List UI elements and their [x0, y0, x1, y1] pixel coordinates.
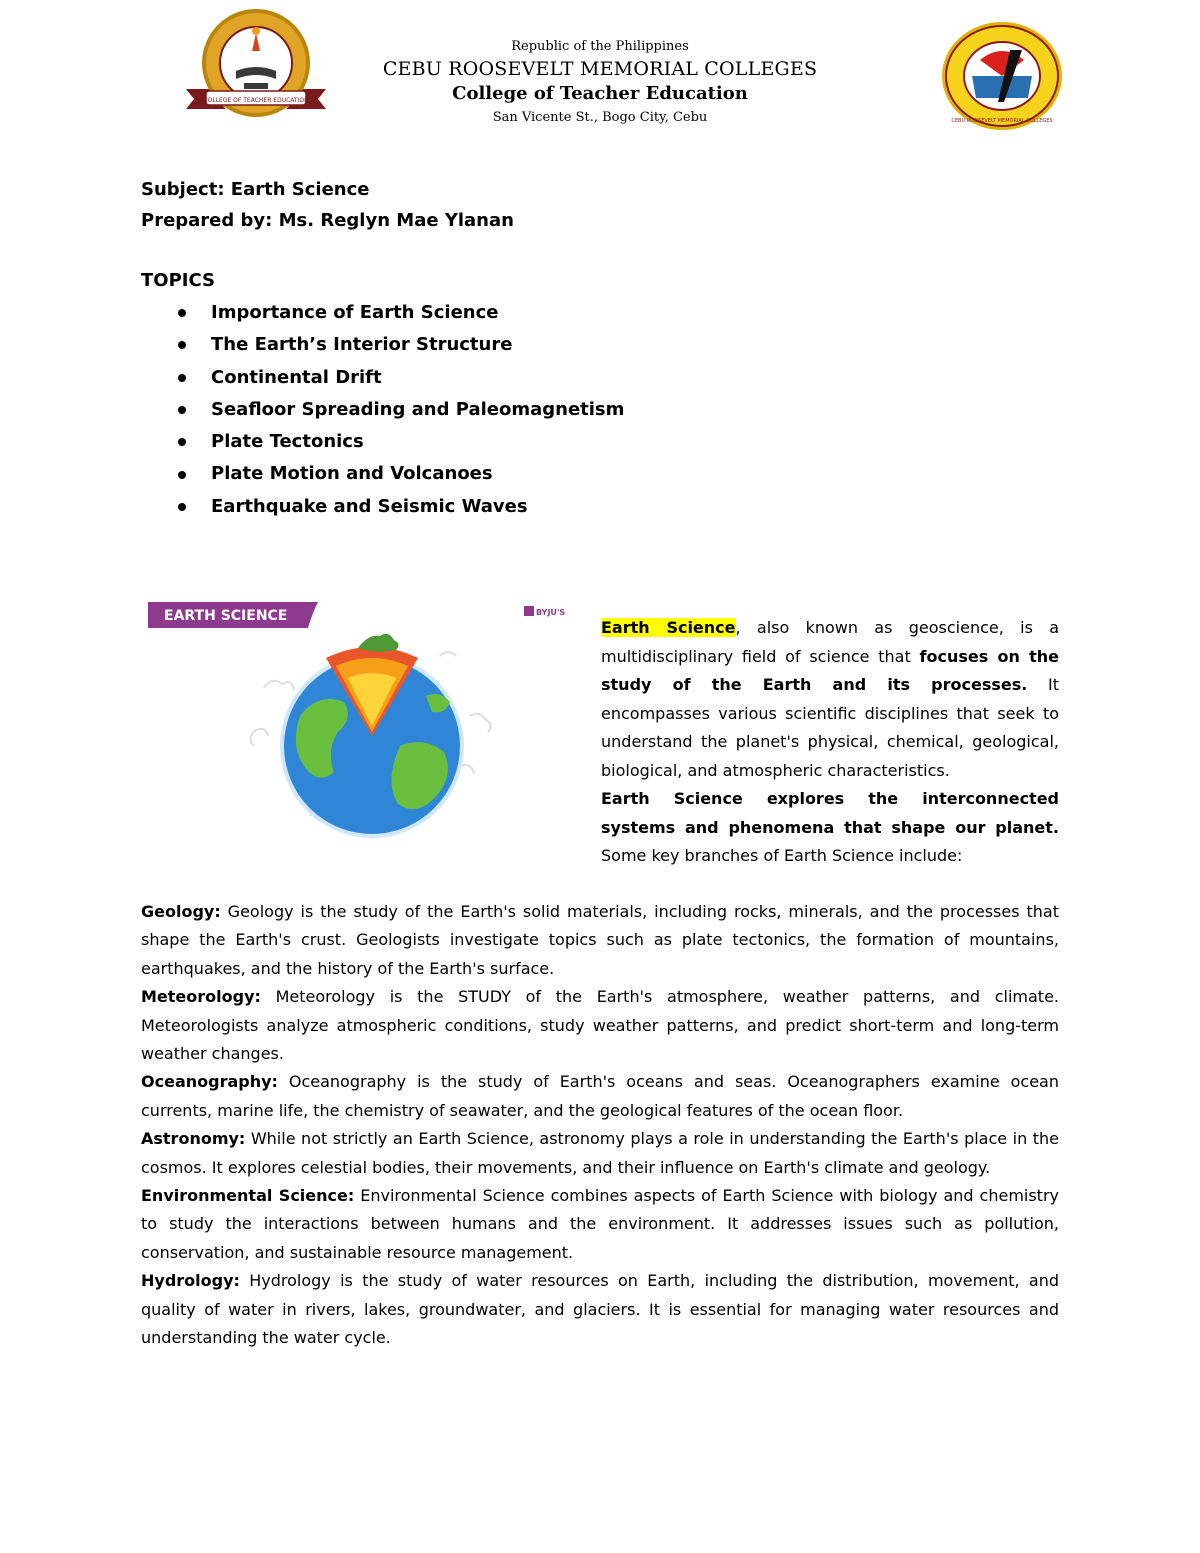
brand-label: BYJU'S — [536, 608, 566, 617]
list-item — [178, 458, 624, 490]
branch-term: Meteorology: — [141, 987, 261, 1007]
branch-term: Astronomy: — [141, 1129, 246, 1149]
branch-term: Oceanography: — [141, 1072, 278, 1092]
cebu-roosevelt-memorial-colleges-seal — [940, 20, 1064, 132]
topic-label: The Earth’s Interior Structure — [211, 334, 513, 356]
left-logo-text: COLLEGE OF TEACHER EDUCATION — [203, 97, 309, 104]
list-item — [178, 426, 624, 458]
bullet-icon — [178, 309, 186, 317]
earth-science-illustration — [140, 596, 570, 846]
branch-paragraph — [141, 1125, 1059, 1182]
branch-paragraph — [141, 1068, 1059, 1125]
topics-list — [178, 297, 624, 523]
subject-line: Subject: Earth Science — [141, 179, 370, 200]
bullet-icon — [178, 406, 186, 414]
document-header — [300, 38, 900, 130]
topic-label: Seafloor Spreading and Paleomagnetism — [211, 398, 625, 420]
branch-text: Meteorology is the STUDY of the Earth's atmosphere, weather patterns, and climate. Meteorologists analyze atmospheric conditions, study weather patterns, and predict short-term and long-term weather changes. — [141, 987, 1059, 1064]
intro-paragraph — [601, 614, 1059, 871]
school-address: San Vicente St., Bogo City, Cebu — [492, 110, 708, 125]
bullet-icon — [178, 503, 186, 511]
branch-paragraph — [141, 1182, 1059, 1267]
topic-label: Plate Tectonics — [211, 431, 364, 453]
school-name: CEBU ROOSEVELT MEMORIAL COLLEGES — [382, 58, 818, 80]
branch-text: While not strictly an Earth Science, astronomy plays a role in understanding the Earth's place in the cosmos. It explores celestial bodies, their movements, and their influence on Earth's climate and geology. — [141, 1129, 1059, 1177]
bullet-icon — [178, 374, 186, 382]
tree-top — [358, 634, 399, 652]
bullet-icon — [178, 341, 186, 349]
intro-text: , also known as geoscience, is a multidisciplinary field of science that — [601, 618, 1060, 666]
branch-term: Hydrology: — [141, 1271, 240, 1291]
list-item — [178, 297, 624, 329]
college-name: College of Teacher Education — [452, 83, 748, 104]
list-item — [178, 394, 624, 426]
subject-block — [141, 174, 514, 236]
branch-text: Hydrology is the study of water resources on Earth, including the distribution, movement, and quality of water in rivers, lakes, groundwater, and glaciers. It is essential for managing water resources and understanding the water cycle. — [141, 1271, 1059, 1348]
intro-bold-text: Earth Science explores the interconnected systems and phenomena that shape our planet. — [601, 789, 1059, 837]
branch-paragraph — [141, 1267, 1059, 1352]
brand-logo-icon — [524, 606, 534, 616]
branch-text: Geology is the study of the Earth's solid materials, including rocks, minerals, and the processes that shape the Earth's crust. Geologists investigate topics such as plate tectonics, the formation of mountains, earthquakes, and the history of the Earth's surface. — [141, 902, 1059, 978]
right-logo-text: CEBU ROOSEVELT MEMORIAL COLLEGES — [951, 118, 1053, 124]
republic-line: Republic of the Philippines — [511, 39, 689, 54]
list-item — [178, 329, 624, 361]
banner-label: EARTH SCIENCE — [164, 608, 288, 624]
topic-label: Importance of Earth Science — [211, 302, 499, 323]
intro-text: It encompasses various scientific disciplines that seek to understand the planet's physical, chemical, geological, biological, and atmospheric characteristics. — [601, 675, 1060, 780]
highlighted-term: Earth Science — [601, 618, 736, 637]
branch-term: Geology: — [141, 902, 221, 921]
branch-term: Environmental Science: — [141, 1186, 355, 1206]
intro-text: Some key branches of Earth Science include: — [601, 846, 963, 865]
bullet-icon — [178, 438, 186, 446]
branch-text: Oceanography is the study of Earth's oceans and seas. Oceanographers examine ocean currents, marine life, the chemistry of seawater, and the geological features of the ocean floor. — [141, 1072, 1059, 1120]
branch-paragraph — [141, 898, 1059, 983]
topic-label: Continental Drift — [211, 366, 382, 388]
list-item — [178, 362, 624, 394]
topic-label: Earthquake and Seismic Waves — [211, 495, 528, 517]
list-item — [178, 491, 624, 523]
bullet-icon — [178, 471, 186, 479]
intro-bold-text: focuses on the study of the Earth and its processes. — [601, 646, 1060, 694]
topic-label: Plate Motion and Volcanoes — [211, 463, 493, 485]
branch-paragraph — [141, 983, 1059, 1068]
branches-section — [141, 898, 1059, 1353]
topics-title: TOPICS — [141, 270, 215, 291]
branch-text: Environmental Science combines aspects of Earth Science with biology and chemistry to study the interactions between humans and the environment. It addresses issues such as pollution, conservation, and sustainable resource management. — [141, 1186, 1060, 1262]
prepared-by-line: Prepared by: Ms. Reglyn Mae Ylanan — [141, 210, 514, 231]
